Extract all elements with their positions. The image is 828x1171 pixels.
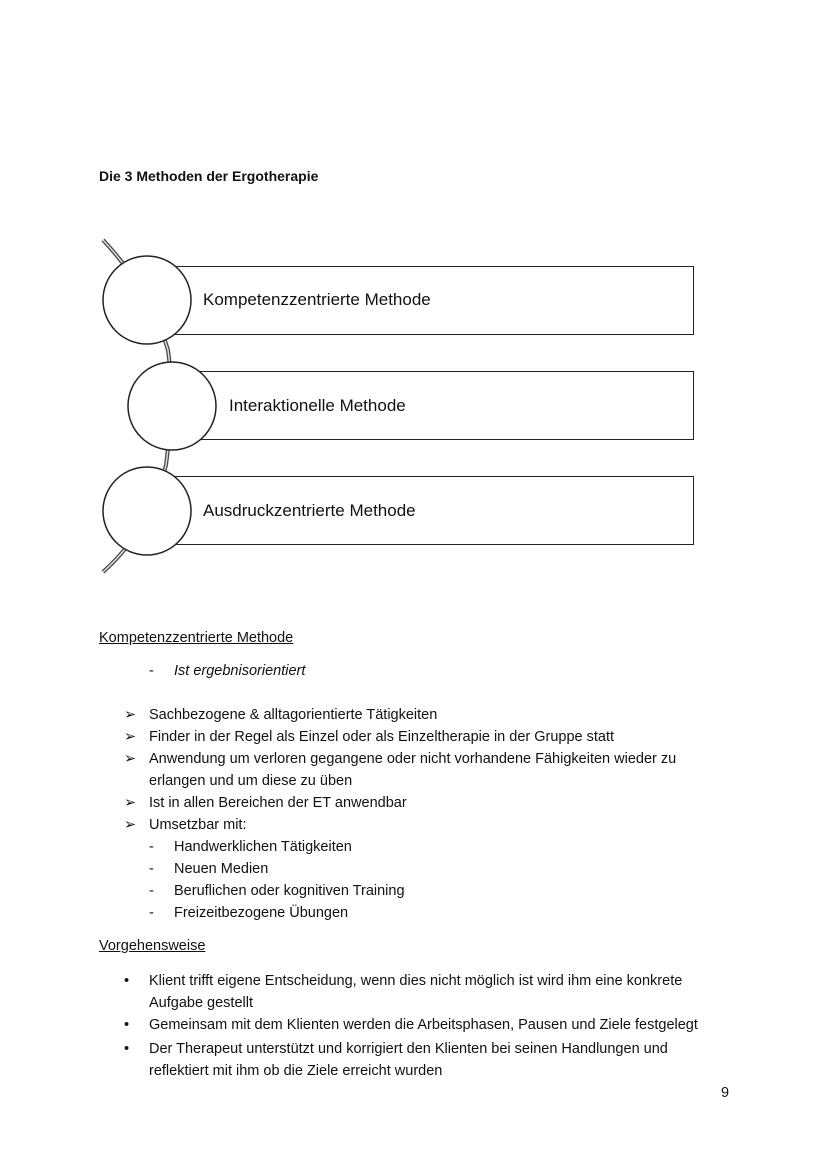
bullet-icon: • bbox=[124, 1041, 130, 1057]
section-heading-kompetenz: Kompetenzzentrierte Methode bbox=[99, 630, 294, 646]
subtitle: Ist ergebnisorientiert bbox=[174, 663, 306, 679]
dash-marker: - bbox=[149, 839, 154, 855]
bullet-icon: • bbox=[124, 973, 130, 989]
list-item-continuation: Aufgabe gestellt bbox=[149, 995, 253, 1011]
list-item: Anwendung um verloren gegangene oder nicht vorhandene Fähigkeiten wieder zu bbox=[149, 751, 677, 767]
list-item: Sachbezogene & alltagorientierte Tätigkeiten bbox=[149, 707, 438, 723]
list-item: Gemeinsam mit dem Klienten werden die Arbeitsphasen, Pausen und Ziele festgelegt bbox=[149, 1017, 698, 1033]
bullet-icon: • bbox=[124, 1017, 130, 1033]
list-item: Der Therapeut unterstützt und korrigiert den Klienten bei seinen Handlungen und bbox=[149, 1041, 668, 1057]
section-heading-vorgehensweise: Vorgehensweise bbox=[99, 938, 206, 954]
dash-marker: - bbox=[149, 663, 154, 679]
method-circle-1 bbox=[103, 256, 191, 344]
dash-marker: - bbox=[149, 883, 154, 899]
page-title: Die 3 Methoden der Ergotherapie bbox=[99, 168, 319, 184]
arrow-bullet-icon: ➢ bbox=[124, 729, 137, 745]
sub-list-item: Beruflichen oder kognitiven Training bbox=[174, 883, 405, 899]
sub-list-item: Freizeitbezogene Übungen bbox=[174, 905, 349, 921]
method-circle-2 bbox=[128, 362, 216, 450]
list-item-continuation: reflektiert mit ihm ob die Ziele erreicht wurden bbox=[149, 1063, 443, 1079]
method-label-1: Kompetenzzentrierte Methode bbox=[203, 290, 431, 309]
arrow-bullet-icon: ➢ bbox=[124, 751, 137, 767]
method-label-3: Ausdruckzentrierte Methode bbox=[203, 501, 416, 520]
arrow-bullet-icon: ➢ bbox=[124, 707, 137, 723]
dash-marker: - bbox=[149, 905, 154, 921]
page-number: 9 bbox=[721, 1085, 730, 1101]
list-item: Klient trifft eigene Entscheidung, wenn dies nicht möglich ist wird ihm eine konkrete bbox=[149, 973, 683, 989]
list-item: Ist in allen Bereichen der ET anwendbar bbox=[149, 795, 407, 811]
list-item-continuation: erlangen und um diese zu üben bbox=[149, 773, 353, 789]
method-circle-3 bbox=[103, 467, 191, 555]
sub-list-item: Handwerklichen Tätigkeiten bbox=[174, 839, 352, 855]
dash-marker: - bbox=[149, 861, 154, 877]
sub-list-item: Neuen Medien bbox=[174, 861, 269, 877]
method-label-2: Interaktionelle Methode bbox=[229, 396, 406, 415]
arrow-bullet-icon: ➢ bbox=[124, 795, 137, 811]
list-item: Umsetzbar mit: bbox=[149, 817, 247, 833]
list-item: Finder in der Regel als Einzel oder als Einzeltherapie in der Gruppe statt bbox=[149, 729, 615, 745]
arrow-bullet-icon: ➢ bbox=[124, 817, 137, 833]
